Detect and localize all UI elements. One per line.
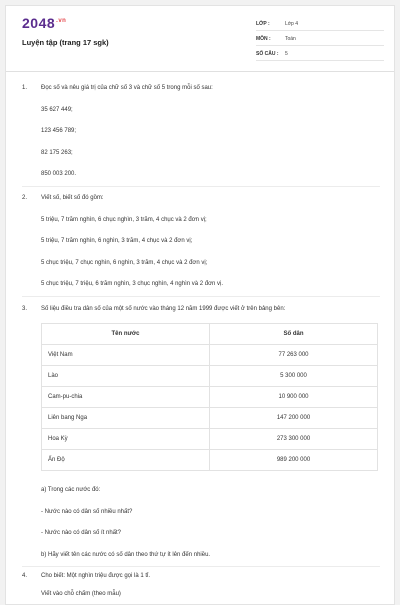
question-number: 3. [22,306,28,312]
meta-label: LỚP : [256,20,270,27]
section-divider [22,566,380,567]
site-logo[interactable] [22,15,66,31]
question-item: 850 003 200. [41,171,77,177]
question-item: 35 627 449; [41,106,73,113]
worksheet-header [6,6,394,72]
question-number: 1. [22,85,28,91]
cell-country: Ấn Độ [42,450,210,471]
sub-question: - Nước nào có dân số ít nhất? [41,530,121,536]
question-item: 5 triệu, 7 trăm nghìn, 6 chục nghìn, 3 trăm, 4 chục và 2 đơn vị; [41,216,207,223]
question-item: 5 triệu, 7 trăm nghìn, 6 nghìn, 3 trăm, 4 chục và 2 đơn vị; [41,238,193,244]
cell-country: Lào [42,366,210,387]
meta-row-question-count [256,47,384,61]
meta-label: SỐ CÂU : [256,50,279,57]
meta-row-class [256,17,384,31]
question-prompt: Đọc số và nêu giá trị của chữ số 3 và chữ số 5 trong mỗi số sau: [41,85,213,91]
cell-population: 77 263 000 [210,345,378,366]
question-prompt: Số liệu điều tra dân số của một số nước vào tháng 12 năm 1999 được viết ở trên bảng bên: [41,306,286,312]
column-header-population: Số dân [210,324,378,345]
question-1 [22,85,380,178]
table-row [42,387,378,408]
question-4 [22,573,380,598]
table-header-row [42,324,378,345]
question-item: Viết vào chỗ chấm (theo mẫu) [41,591,121,597]
lesson-meta [256,17,384,62]
cell-country: Liên bang Nga [42,408,210,429]
question-item: 5 chục triệu, 7 triệu, 6 trăm nghìn, 3 chục nghìn, 4 nghìn và 2 đơn vị. [41,281,224,287]
table-row [42,450,378,471]
cell-population: 273 300 000 [210,429,378,450]
meta-label: MÔN : [256,35,271,42]
section-divider [22,296,380,297]
cell-population: 147 200 000 [210,408,378,429]
meta-value: 5 [285,50,288,57]
cell-population: 989 200 000 [210,450,378,471]
question-number: 2. [22,195,28,201]
question-3 [22,306,380,559]
logo-main: 2048 [22,15,56,31]
cell-country: Việt Nam [42,345,210,366]
table-row [42,345,378,366]
worksheet [5,5,395,605]
cell-population: 5 300 000 [210,366,378,387]
table-row [42,429,378,450]
logo-suffix: .vn [56,18,67,25]
cell-country: Hoa Kỳ [42,429,210,450]
question-number: 4. [22,573,28,579]
sub-question: a) Trong các nước đó: [41,487,101,493]
section-divider [22,186,380,187]
population-table [41,323,378,471]
cell-country: Cam-pu-chia [42,387,210,408]
sub-question: b) Hãy viết tên các nước có số dân theo thứ tự ít lên đến nhiều. [41,551,211,558]
question-2 [22,195,380,288]
sub-question: - Nước nào có dân số nhiều nhất? [41,508,133,515]
table-row [42,366,378,387]
cell-population: 10 900 000 [210,387,378,408]
column-header-country: Tên nước [42,324,210,345]
meta-value: Toán [285,35,296,42]
meta-row-subject [256,32,384,46]
question-prompt: Viết số, biết số đó gồm: [41,195,104,201]
question-prompt: Cho biết: Một nghìn triệu được gọi là 1 tỉ. [41,573,151,579]
table-row [42,408,378,429]
question-item: 123 456 789; [41,128,77,134]
question-item: 82 175 263; [41,149,73,156]
question-item: 5 chục triệu, 7 chục nghìn, 6 nghìn, 3 trăm, 4 chục và 2 đơn vị; [41,259,208,266]
meta-value: Lớp 4 [285,20,299,27]
lesson-title: Luyện tập (trang 17 sgk) [22,38,109,47]
